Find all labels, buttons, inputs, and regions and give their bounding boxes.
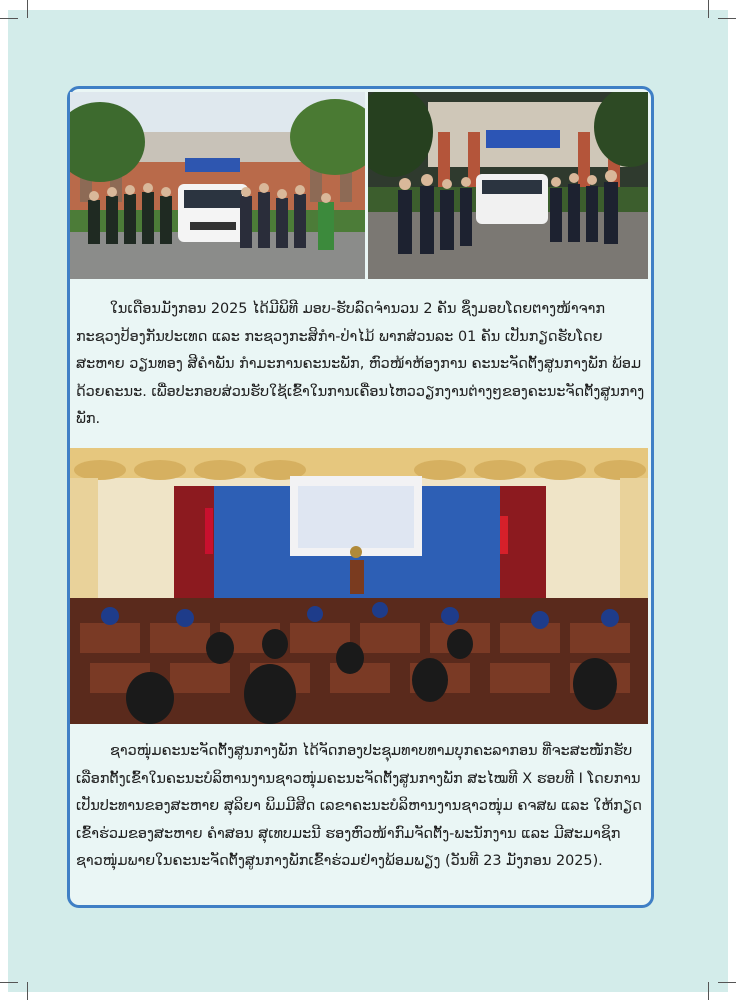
meeting-hall-photo (70, 448, 648, 724)
crop-mark (708, 0, 709, 18)
crop-mark (708, 982, 709, 1000)
vehicle-handover-photo-right (368, 92, 648, 279)
section-1-paragraph: ໃນເດືອນມັງກອນ 2025 ໄດ້ມີພິທີ ມອບ-ຮັບລົດຈຳນວນ 2 ຄັນ ຊຶ່ງມອບໂດຍຕາງໜ້າຈາກກະຊວງປ້ອງກັນປະເທດ ແລະ ກະຊວງກະສິກຳ-ປ່າໄມ້ ພາກສ່ວນລະ 01 ຄັນ ເປັນກຽດຮັບໂດຍ ສະຫາຍ ວຽນທອງ ສີຄຳພັນ ກຳມະການຄະນະພັກ, ຫົວໜ້າຫ້ອງການ ຄະນະຈັດຕັ້ງສູນກາງພັກ ພ້ອມດ້ວຍຄະນະ. ເພື່ອປະກອບສ່ວນຮັບໃຊ້ເຂົ້າໃນການເຄື່ອນໄຫວວຽກງານຕ່າງໆຂອງຄະນະຈັດຕັ້ງສູນກາງພັກ. (76, 301, 645, 427)
crop-mark (0, 18, 18, 19)
crop-mark (718, 18, 736, 19)
vehicle-handover-photo-left (70, 92, 365, 279)
crop-mark (27, 982, 28, 1000)
crop-mark (718, 982, 736, 983)
crop-mark (27, 0, 28, 18)
crop-mark (0, 982, 18, 983)
section-2-paragraph: ຊາວໜຸ່ມຄະນະຈັດຕັ້ງສູນກາງພັກ ໄດ້ຈັດກອງປະຊຸມທາບທາມບຸກຄະລາກອນ ທີ່ຈະສະໜັກຮັບເລືອກຕັ້ງເຂົ້າໃນຄະນະບໍລິຫານງານຊາວໜຸ່ມຄະນະຈັດຕັ້ງສູນກາງພັກ ສະໄໝທີ X ຮອບທີ I ໂດຍການເປັນປະທານຂອງສະຫາຍ ສຸລິຍາ ພິມມີສິດ ເລຂາຄະນະບໍລິຫານງານຊາວໜຸ່ມ ຄຈສພ ແລະ ໃຫ້ກຽດເຂົ້າຮ່ວມຂອງສະຫາຍ ຄຳສອນ ສຸເທບມະນີ ຮອງຫົວໜ້າກົມຈັດຕັ້ງ-ພະນັກງານ ແລະ ມີສະມາຊິກຊາວໜຸ່ມພາຍໃນຄະນະຈັດຕັ້ງສູນກາງພັກເຂົ້າຮ່ວມຢ່າງພ້ອມພຽງ (ວັນທີ 23 ມັງກອນ 2025). (76, 743, 642, 869)
